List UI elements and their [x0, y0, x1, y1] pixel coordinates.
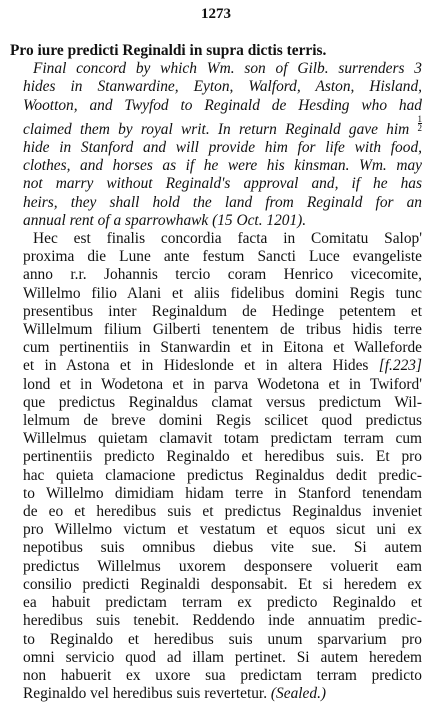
body-line: Willelmum filium Gilberti tenentem de tribus hidis terre: [23, 321, 422, 339]
abstract-line-text: claimed them by royal writ. In return Reginald gave him: [23, 120, 410, 138]
fraction-denominator: 2: [417, 122, 422, 133]
english-abstract: [10, 60, 422, 230]
body-line: consilio predicti Reginaldi desponsabit. Et si heredem ex: [23, 575, 422, 593]
fraction-numerator: 1: [417, 113, 422, 124]
body-line: predictus Willelmus uxorem desponsere voluerit eam: [23, 557, 422, 575]
body-line: de eo et heredibus suis et predictus Reginaldus inveniet: [23, 503, 422, 521]
body-line: Willelmus quietam clamavit totam predictam terram cum: [23, 430, 422, 448]
body-line: heredibus suis tenebit. Reddendo inde annuatim predic-: [23, 612, 422, 630]
folio-mark: [f.223]: [378, 357, 422, 375]
abstract-line: heirs, they shall hold the land from Reginald for an: [23, 193, 422, 211]
abstract-line: Final concord by which Wm. son of Gilb. surrenders 3: [33, 60, 422, 78]
body-line-text: Reginaldo vel heredibus suis revertetur.: [23, 685, 268, 703]
body-line: non habuerit ex uxore sua predictam terram predicto: [23, 666, 422, 684]
body-line: anno r.r. Johannis tercio coram Henrico vicecomite,: [23, 266, 422, 284]
page-number: 1273: [201, 6, 231, 22]
body-line: lelmum de breve domini Regis scilicet quod predictus: [23, 412, 422, 430]
body-line: to Willelmo dimidiam hidam terre in Stanford tenendam: [23, 484, 422, 502]
sealed-note: (Sealed.): [270, 685, 327, 703]
abstract-line: hides in Stanwardine, Eyton, Walford, Aston, Hisland,: [23, 78, 422, 96]
abstract-line-with-fraction: [23, 115, 422, 139]
body-line: nepotibus suis omnibus diebus vite sue. Si autem: [23, 539, 422, 557]
body-line: Hec est finalis concordia facta in Comitatu Salop': [33, 230, 422, 248]
body-line: Willelmo filio Alani et aliis fidelibus domini Regis tunc: [23, 284, 422, 302]
body-line: ea habuit predictam terram ex predicto Reginaldo et: [23, 594, 422, 612]
body-line: proxima die Lune ante festum Sancti Luce evangeliste: [23, 248, 422, 266]
abstract-line: annual rent of a sparrowhawk (15 Oct. 1201).: [23, 211, 307, 229]
one-half-fraction: [418, 115, 423, 132]
body-line: pertinentiis predicto Reginaldo et heredibus suis. Et pro: [23, 448, 422, 466]
abstract-line: clothes, and horses as if he were his kinsman. Wm. may: [23, 157, 422, 175]
abstract-line: hide in Stanford and will provide him for life with food,: [23, 139, 422, 157]
body-line-with-sealed-note: [23, 685, 422, 703]
body-line: que predictus Reginaldus clamat versus predictum Wil-: [23, 393, 422, 411]
body-line: to Reginaldo et heredibus suis unum sparvarium pro: [23, 630, 422, 648]
body-line: pro Willelmo victum et vestatum et equos sicut uni ex: [23, 521, 422, 539]
body-line-text: et in Astona et in Hideslonde et in altera Hides: [23, 357, 369, 375]
body-line: omni servicio quod ad illam pertinet. Si autem heredem: [23, 648, 422, 666]
body-line: cum pertinentiis in Stanwardin et in Eitona et Walleforde: [23, 339, 422, 357]
abstract-line: Wootton, and Twyfod to Reginald de Hesding who had: [23, 96, 422, 114]
body-line: lond et in Wodetona et in parva Wodetona et in Twiford': [23, 375, 422, 393]
abstract-line: not marry without Reginald's approval and, if he has: [23, 175, 422, 193]
document-heading: Pro iure predicti Reginaldi in supra dictis terris.: [10, 42, 327, 59]
body-line: hac quieta clamacione predictus Reginaldus dedit predic-: [23, 466, 422, 484]
latin-charter-text: [10, 230, 422, 703]
body-line-with-folio: [23, 357, 422, 375]
body-line: presentibus inter Reginaldum de Hedinge petentem et: [23, 302, 422, 320]
